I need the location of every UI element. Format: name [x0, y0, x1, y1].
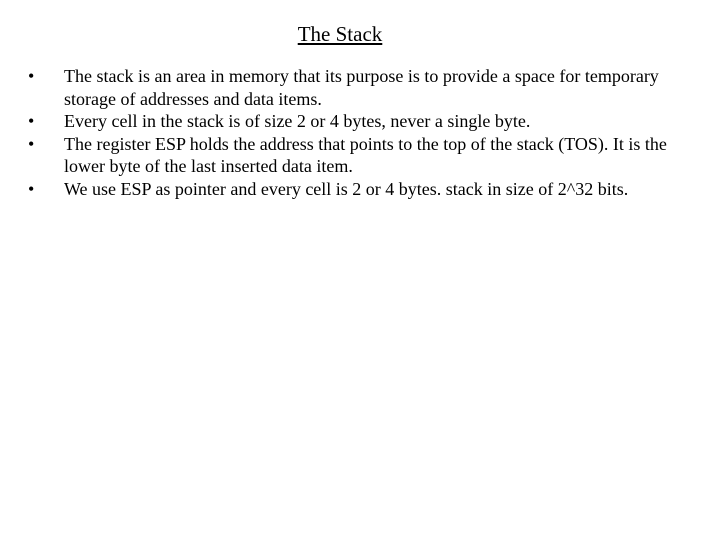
bullet-item: [28, 133, 698, 178]
bullet-item: [28, 110, 698, 133]
bullet-icon: •: [28, 178, 35, 199]
bullet-text: Every cell in the stack is of size 2 or 4 bytes, never a single byte.: [64, 111, 531, 131]
bullet-text: The register ESP holds the address that points to the top of the stack (TOS). It is the lower byte of the last inserted data item.: [64, 133, 667, 176]
bullet-text: We use ESP as pointer and every cell is 2 or 4 bytes. stack in size of 2^32 bits.: [64, 178, 629, 199]
bullet-item: [28, 65, 698, 110]
bullet-list: [28, 65, 698, 200]
slide-title: The Stack: [297, 22, 383, 46]
bullet-icon: •: [28, 66, 35, 86]
bullet-text: The stack is an area in memory that its purpose is to provide a space for temporary storage of addresses and data items.: [64, 66, 659, 109]
bullet-icon: •: [28, 133, 35, 154]
bullet-item: [28, 178, 698, 201]
bullet-icon: •: [28, 111, 35, 131]
